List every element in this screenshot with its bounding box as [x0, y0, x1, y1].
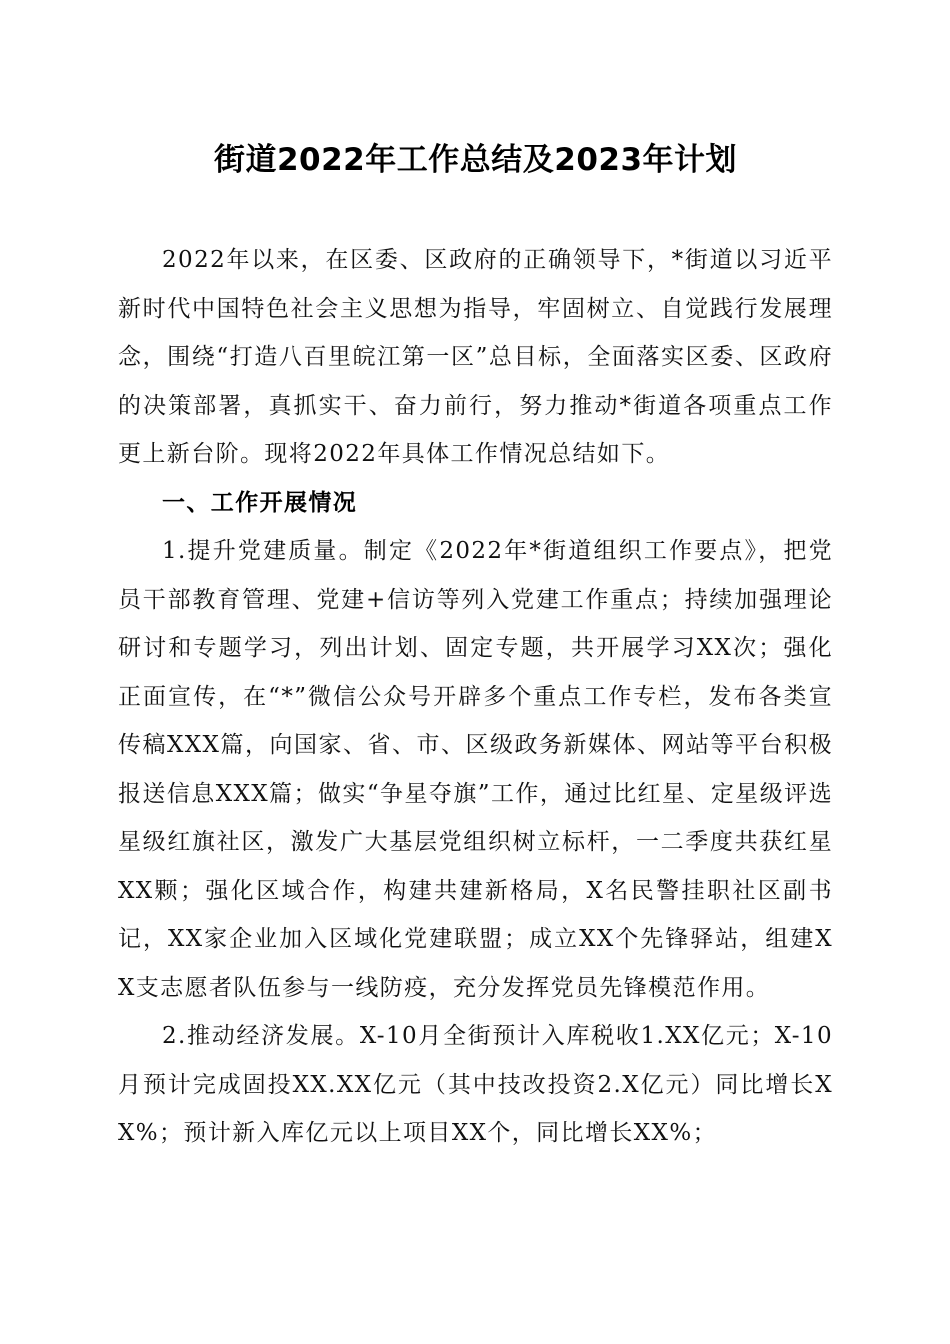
section-heading-work-progress: 一、工作开展情况: [162, 489, 358, 516]
document-title: 街道2022年工作总结及2023年计划: [213, 142, 738, 178]
item-economic-development: 2.推动经济发展。X-10月全街预计入库税收1.XX亿元；X-10月预计完成固投XX.XX亿元（其中技改投资2.X亿元）同比增长XX%；预计新入库亿元以上项目XX个，同比增长XX%；: [118, 1023, 833, 1146]
intro-paragraph: 2022年以来，在区委、区政府的正确领导下，*街道以习近平新时代中国特色社会主义思想为指导，牢固树立、自觉践行发展理念，围绕“打造八百里皖江第一区”总目标，全面落实区委、区政府的决策部署，真抓实干、奋力前行，努力推动*街道各项重点工作更上新台阶。现将2022年具体工作情况总结如下。: [118, 247, 833, 467]
document-page: [118, 132, 833, 1158]
item-party-building: 1.提升党建质量。制定《2022年*街道组织工作要点》，把党员干部教育管理、党建+信访等列入党建工作重点；持续加强理论研讨和专题学习，列出计划、固定专题，共开展学习XX次；强化正面宣传，在“*”微信公众号开辟多个重点工作专栏，发布各类宣传稿XXX篇，向国家、省、市、区级政务新媒体、网站等平台积极报送信息XXX篇；做实“争星夺旗”工作，通过比红星、定星级评选星级红旗社区，激发广大基层党组织树立标杆，一二季度共获红星XX颗；强化区域合作，构建共建新格局，X名民警挂职社区副书记，XX家企业加入区域化党建联盟；成立XX个先锋驿站，组建XX支志愿者队伍参与一线防疫，充分发挥党员先锋模范作用。: [118, 538, 833, 1001]
